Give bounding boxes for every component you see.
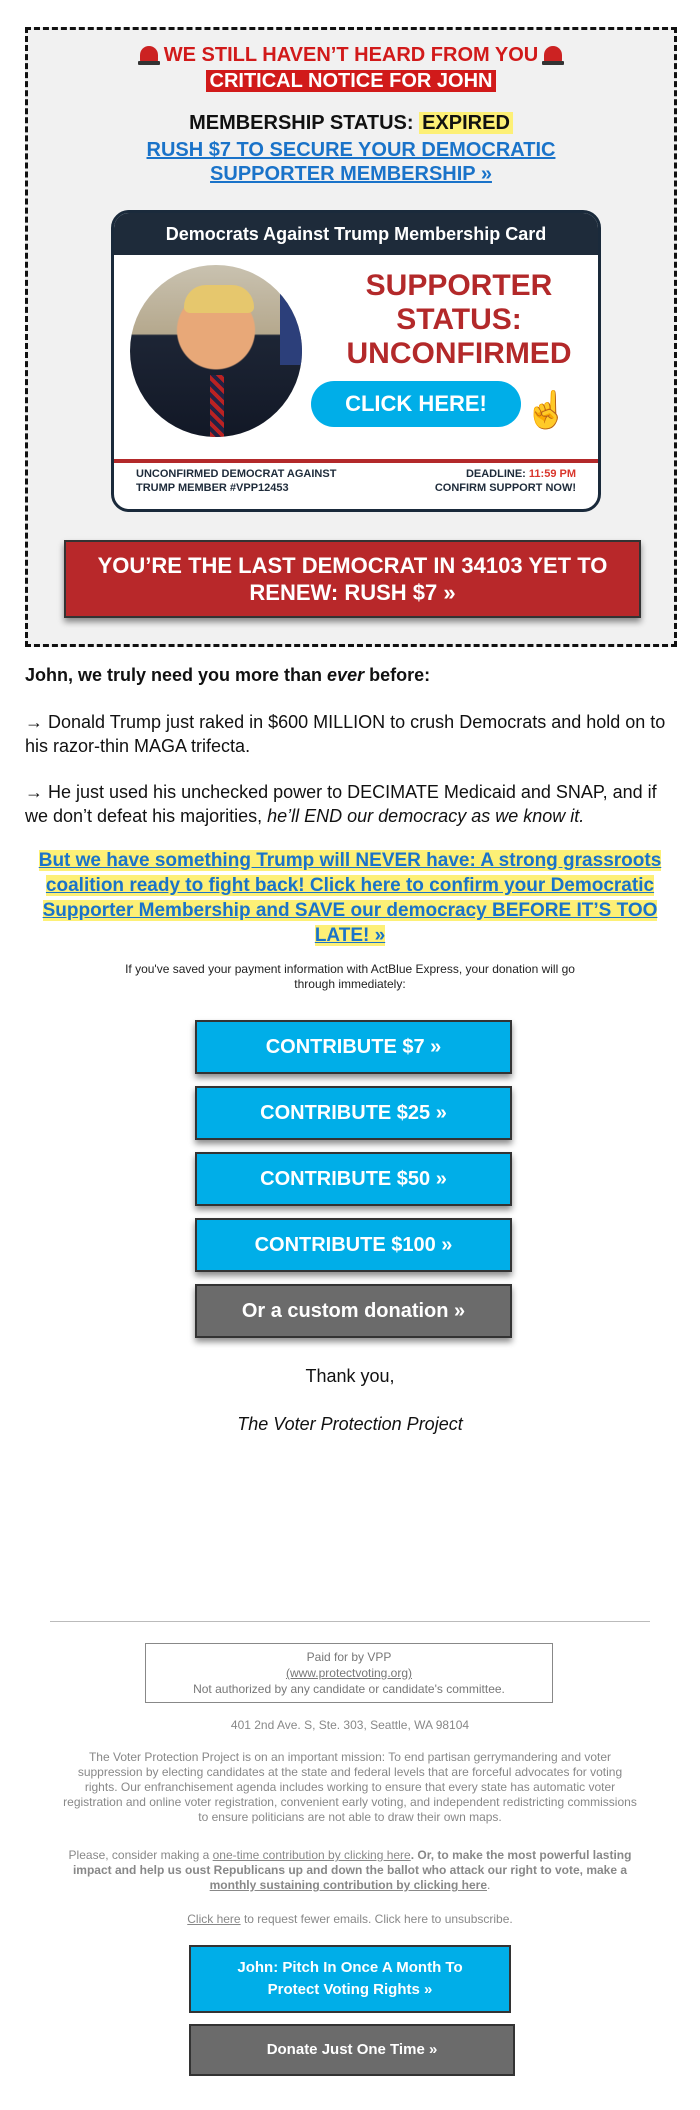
confirm-support-text: CONFIRM SUPPORT NOW!: [434, 482, 576, 494]
deadline-label: DEADLINE:: [465, 468, 526, 480]
consider-mid: . Or, to make the most powerful lasting impact and help us oust Republicans up and down the ballot who attack our right to vote, make a: [72, 1848, 632, 1877]
vpp-website-link[interactable]: (www.protectvoting.org): [285, 1666, 413, 1680]
actblue-note: If you've saved your payment information with ActBlue Express, your donation will go through immediately:: [125, 962, 575, 991]
confirm-membership-link-text[interactable]: But we have something Trump will NEVER have: A strong grassroots coalition ready to fight back! Click here to confirm your Democratic Supporter Membership and SAVE our democracy BEFORE IT’S TOO LATE! »: [38, 850, 662, 946]
unsubscribe-text: to request fewer emails. Click here to unsubscribe.: [240, 1912, 513, 1926]
consider-prefix: Please, consider making a: [68, 1848, 213, 1862]
siren-icon: [140, 46, 158, 62]
membership-card-image[interactable]: [111, 210, 601, 512]
footer-mission: The Voter Protection Project is on an important mission: To end partisan gerrymandering and voter suppression by electing candidates at the state and federal levels that are forceful advocates for voting rights. Our enfranchisement agenda includes working to ensure that every state has automatic voter registration and online voter registration, convenient early voting, and independent redistricting commissions to ensure politicians are not able to draw their own maps.: [63, 1750, 637, 1824]
card-member-id: UNCONFIRMED DEMOCRAT AGAINST TRUMP MEMBER #VPP12453: [136, 468, 337, 494]
membership-status-label: MEMBERSHIP STATUS:: [189, 112, 414, 134]
rush-membership-link[interactable]: RUSH $7 TO SECURE YOUR DEMOCRATIC SUPPORTER MEMBERSHIP »: [146, 139, 556, 185]
thank-you: Thank you,: [305, 1366, 395, 1386]
critical-notice-text: CRITICAL NOTICE FOR JOHN: [206, 70, 497, 92]
paragraph-medicaid: [25, 780, 675, 828]
contribute-25-button[interactable]: CONTRIBUTE $25 »: [195, 1086, 512, 1140]
confirm-membership-link[interactable]: [25, 848, 675, 948]
footer-divider: [50, 1621, 650, 1622]
card-deadline: [435, 467, 576, 495]
last-democrat-button[interactable]: YOU’RE THE LAST DEMOCRAT IN 34103 YET TO RENEW: RUSH $7 »: [64, 540, 641, 618]
paragraph-medicaid-emphasis: he’ll END our democracy as we know it.: [267, 806, 585, 826]
consider-end: .: [487, 1878, 491, 1892]
alert-headline: [28, 44, 674, 67]
footer-address: 401 2nd Ave. S, Ste. 303, Seattle, WA 98104: [230, 1718, 470, 1732]
card-divider: [114, 459, 598, 463]
contribute-50-button[interactable]: CONTRIBUTE $50 »: [195, 1152, 512, 1206]
alert-headline-text: WE STILL HAVEN’T HEARD FROM YOU: [163, 44, 539, 66]
lead-suffix: before:: [364, 665, 431, 685]
trump-portrait: [130, 265, 302, 437]
contribute-100-button[interactable]: CONTRIBUTE $100 »: [195, 1218, 512, 1272]
footer-unsubscribe: [60, 1912, 640, 1927]
paid-by-text: Paid for by VPP: [306, 1650, 392, 1664]
critical-notice-line: [28, 70, 674, 93]
critical-notice-box: [25, 27, 677, 647]
contribute-7-button[interactable]: CONTRIBUTE $7 »: [195, 1020, 512, 1074]
lead-emphasis: ever: [327, 665, 365, 685]
custom-donation-button[interactable]: Or a custom donation »: [195, 1284, 512, 1338]
lead-prefix: John, we truly need you more than: [25, 665, 328, 685]
one-time-contribution-link[interactable]: one-time contribution by clicking here: [212, 1848, 411, 1862]
monthly-donation-button[interactable]: John: Pitch In Once A Month To Protect Voting Rights »: [189, 1945, 511, 2013]
fewer-emails-link[interactable]: Click here: [187, 1912, 241, 1926]
paragraph-medicaid-text: → He just used his unchecked power to DECIMATE Medicaid and SNAP, and if we don’t defeat his majorities,: [25, 782, 657, 826]
supporter-status-text: SUPPORTER STATUS: UNCONFIRMED: [346, 269, 572, 370]
card-click-here-button[interactable]: CLICK HERE!: [311, 381, 521, 427]
lead-sentence: [25, 663, 675, 687]
deadline-time: 11:59 PM: [528, 468, 576, 480]
paragraph-fundraising: → Donald Trump just raked in $600 MILLION to crush Democrats and hold on to his razor-thin MAGA trifecta.: [25, 712, 666, 756]
not-authorized-text: Not authorized by any candidate or candidate's committee.: [193, 1682, 505, 1696]
pointer-hand-icon: ☝: [524, 389, 569, 430]
card-title: Democrats Against Trump Membership Card: [114, 213, 598, 255]
paid-for-box: [145, 1643, 553, 1703]
one-time-donation-button[interactable]: Donate Just One Time »: [189, 2024, 515, 2076]
monthly-contribution-link[interactable]: monthly sustaining contribution by clicking here: [209, 1878, 487, 1892]
membership-status-value: EXPIRED: [419, 112, 513, 134]
signature-org: The Voter Protection Project: [237, 1414, 463, 1434]
membership-status: [28, 112, 674, 135]
siren-icon: [544, 46, 562, 62]
footer-consider: [60, 1848, 640, 1893]
